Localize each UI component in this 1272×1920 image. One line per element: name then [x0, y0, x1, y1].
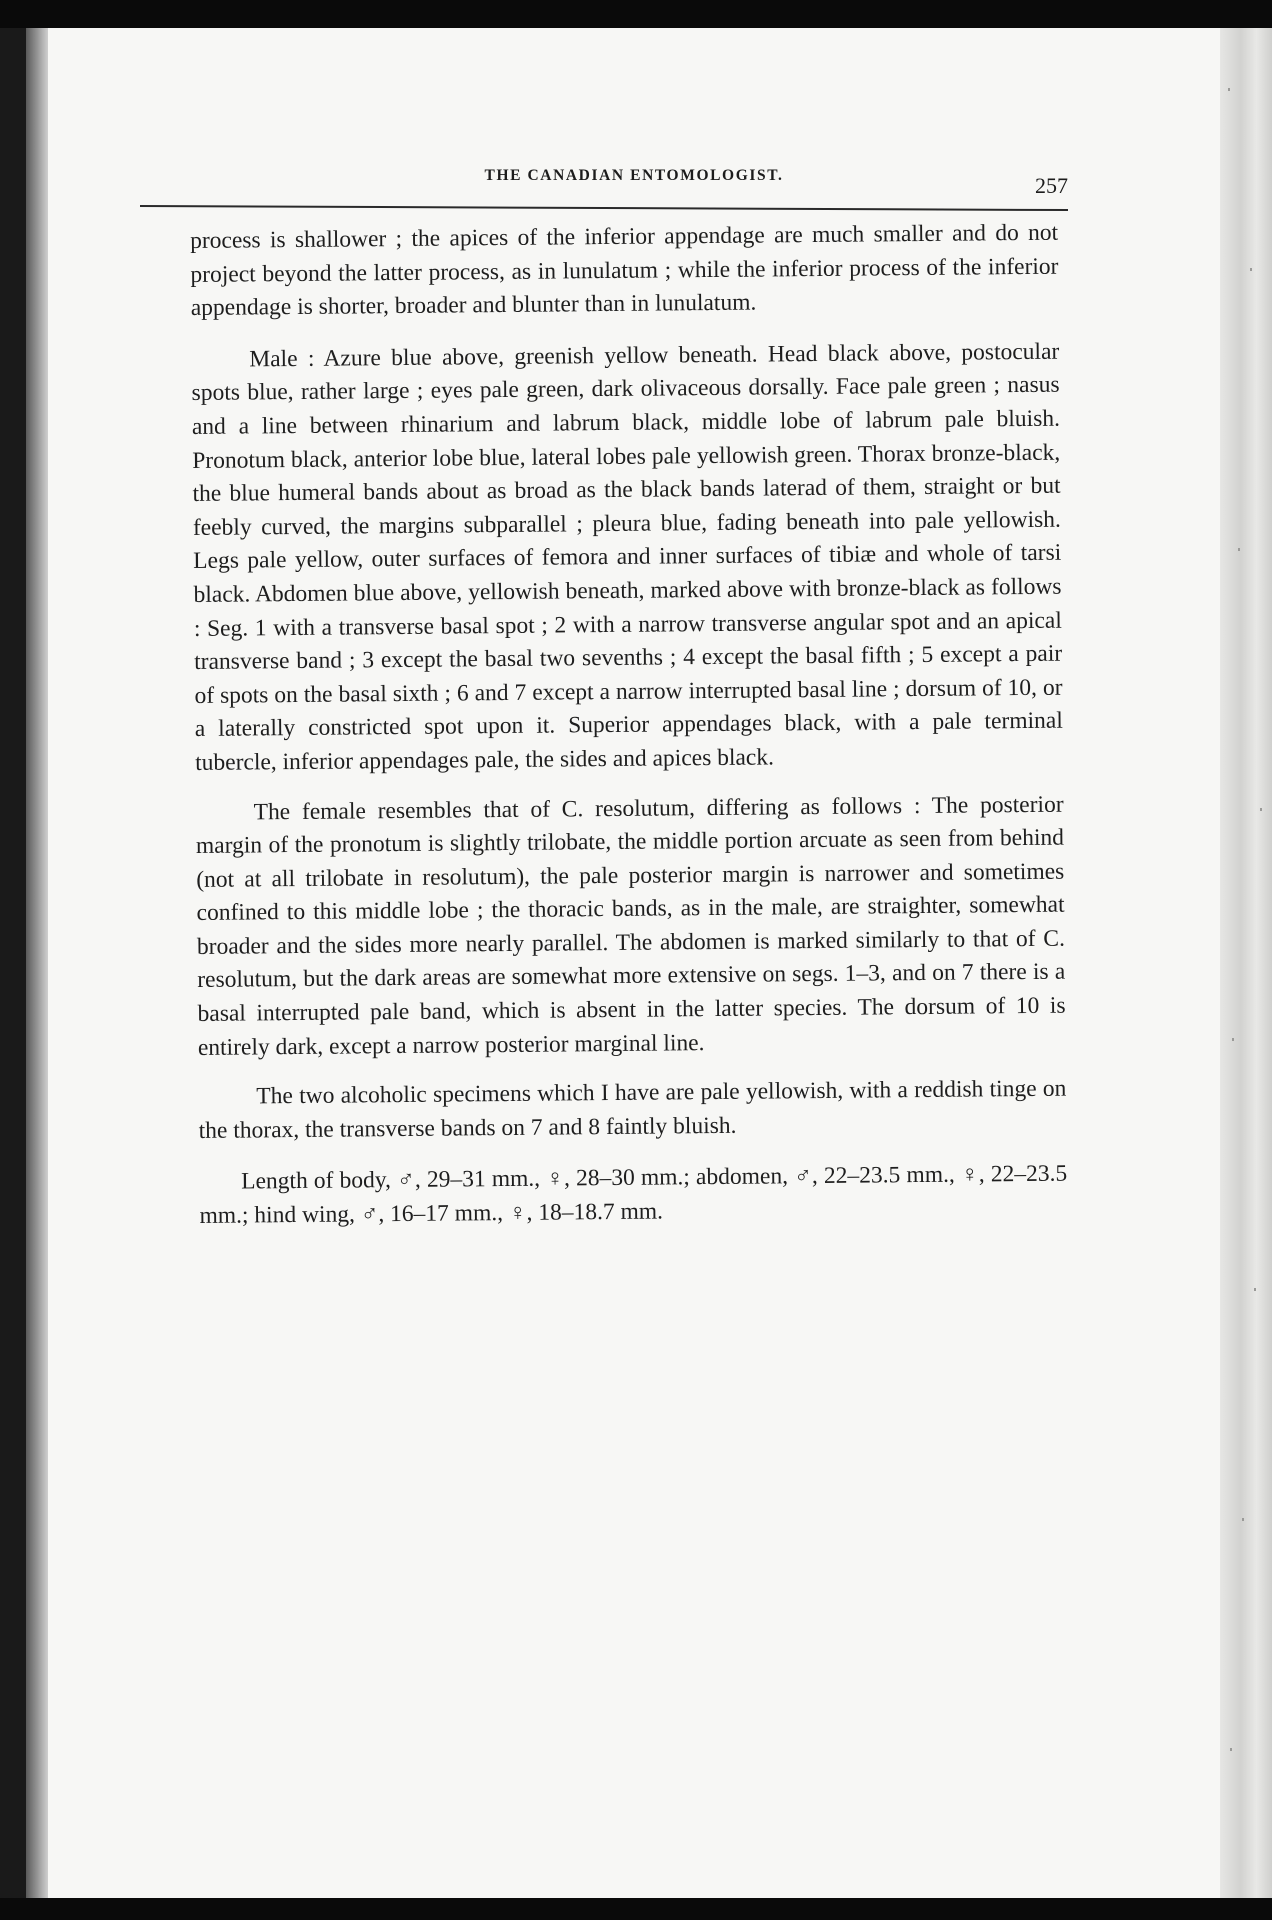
book-spine-shadow — [26, 28, 48, 1898]
running-head — [140, 167, 1068, 201]
paragraph-alcoholic-specimens: The two alcoholic specimens which I have are pale yellowish, with a reddish tinge on the thorax, the transverse bands on 7 and 8 faintly bluish. — [198, 1075, 1067, 1144]
scan-border-top — [0, 0, 1272, 28]
scan-border-left — [0, 28, 26, 1898]
paragraph-continuation: process is shallower ; the apices of the inferior appendage are much smaller and do not project beyond the latter process, as in lunulatum ; while the inferior process of the inferior appendage is shorter, broader and blunter than in lunulatum. — [190, 219, 1059, 322]
page-edge-stack — [1220, 28, 1272, 1898]
paragraph-female-description: The female resembles that of C. resolutum, differing as follows : The posterior margin of the pronotum is slightly trilobate, the middle portion arcuate as seen from behind (not at all trilobate in resolutum), the pale posterior margin is narrower and sometimes confined to this middle lobe ; the thoracic bands, as in the male, are straighter, somewhat broader and the sides more nearly parallel. The abdomen is marked similarly to that of C. resolutum, but the dark areas are somewhat more extensive on segs. 1–3, and on 7 there is a basal interrupted pale band, which is absent in the latter species. The dorsum of 10 is entirely dark, except a narrow posterior marginal line. — [195, 791, 1066, 1061]
paragraph-measurements: Length of body, ♂, 29–31 mm., ♀, 28–30 mm.; abdomen, ♂, 22–23.5 mm., ♀, 22–23.5 mm.; hind wing, ♂, 16–17 mm., ♀, 18–18.7 mm. — [199, 1161, 1068, 1229]
paragraph-male-description: Male : Azure blue above, greenish yellow beneath. Head black above, postocular spots blue, rather large ; eyes pale green, dark olivaceous dorsally. Face pale green ; nasus and a line between rhinarium and labrum black, middle lobe of labrum pale bluish. Pronotum black, anterior lobe blue, lateral lobes pale yellowish green. Thorax bronze-black, the blue humeral bands about as broad as the black bands laterad of them, straight or but feebly curved, the margins subparallel ; pleura blue, fading beneath into pale yellowish. Legs pale yellow, outer surfaces of femora and inner surfaces of tibiæ and whole of tarsi black. Abdomen blue above, yellowish beneath, marked above with bronze-black as follows : Seg. 1 with a transverse basal spot ; 2 with a narrow transverse angular spot and an apical transverse band ; 3 except the basal two sevenths ; 4 except the basal fifth ; 5 except a pair of spots on the basal sixth ; 6 and 7 except a narrow interrupted basal line ; dorsum of 10, or a laterally constricted spot upon it. Superior appendages black, with a pale terminal tubercle, inferior appendages pale, the sides and apices black. — [191, 338, 1063, 776]
body-text — [190, 217, 1068, 1234]
journal-title: THE CANADIAN ENTOMOLOGIST. — [484, 167, 784, 184]
scan-border-bottom — [0, 1898, 1272, 1920]
page-number: 257 — [1035, 173, 1068, 198]
